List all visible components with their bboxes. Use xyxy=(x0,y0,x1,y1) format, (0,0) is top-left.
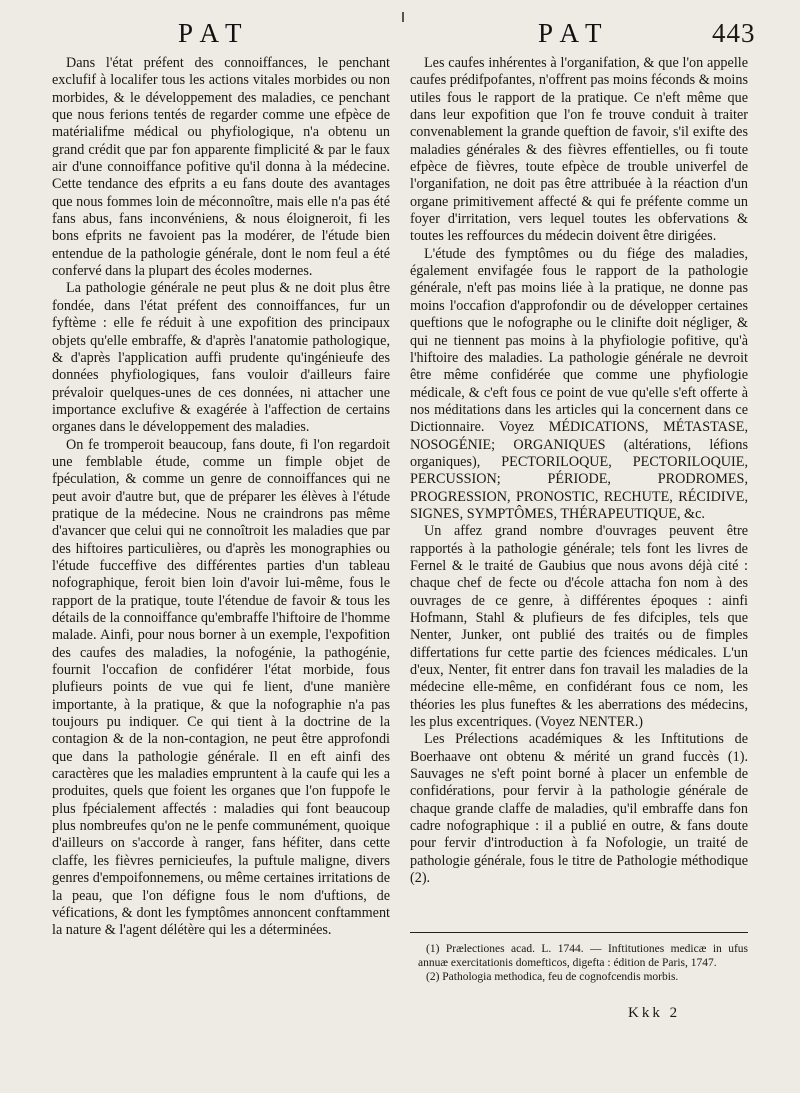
paragraph: Un affez grand nombre d'ouvrages peuvent être rapportés à la pathologie générale; tels font les livres de Fernel & le traité de Gaubius que nous avons déjà cité : chaque chef de fecte ou d'école attacha fon nom à des ouvrages de ce genre, à différentes époques : ainfi Hofmann, Stahl & plufieurs de fes difciples, tels que Nenter, Junker, ont publié des traités ou de fimples differtations fur cette partie des fciences médicales. L'un d'eux, Nenter, fit entrer dans fon travail les maladies de la médecine elle-même, en confidérant fous ce nom, les théories les plus funeftes & les aberrations des médecins, les plus excentriques. (Voyez NENTER.) xyxy=(410,523,748,731)
footnote: (1) Prælectiones acad. L. 1744. — Inftitutiones medicæ in ufus annuæ exercitationis domefticos, digefta : édition de Paris, 1747. xyxy=(418,943,748,969)
gutter-mark xyxy=(402,12,404,22)
running-head-right: PAT xyxy=(538,18,611,48)
paragraph: On fe tromperoit beaucoup, fans doute, fi l'on regardoit une femblable étude, comme un fimple objet de fpéculation, & comme un genre de connoiffances qui ne peut avoir d'autre but, que de préparer les élèves à l'étude pratique de la médecine. Nous ne craindrons pas même d'avancer que celui qui ne connoîtroit les maladies que par des hiftoires particulières, ou d'après les monographies ou l'étude fucceffive des différentes parties d'un tableau nofographique, feroit bien loin d'avoir lui-même, fous le rapport de la pratique, toute l'étendue de favoir & tous les détails de la connoiffance qu'embraffe l'hiftoire de l'homme malade. Ainfi, pour nous borner à un exemple, l'expofition des caufes des maladies, la nofogénie, la pathogénie, fournit l'occafion de confidérer l'état morbide, fous plufieurs points de vue qui fe lient, d'une manière importante, à la pratique, & que la nofographie n'a pas toujours pu indiquer. Ce qui tient à la doctrine de la contagion & de la non-contagion, ne peut être approfondi que dans la pathologie générale. Il en eft ainfi des caractères que les maladies empruntent à la caufe qui les a produites, quels que foient les organes que l'on fuppofe le plus fpécialement affectés : maladies qui font beaucoup plus nombreufes qu'on ne le penfe communément, quoique d'ailleurs on s'accorde à ranger, fans héfiter, dans cette claffe, les fièvres pernicieufes, la puftule maligne, divers genres d'empoifonnemens, ou même certaines irritations de la peau, que l'on défigne fous le nom d'uftions, de véfications, & dont les fymptômes annoncent conftamment la nature & l'agent délétère qui les a déterminées. xyxy=(52,436,390,939)
footnote-rule xyxy=(410,932,748,933)
footnote: (2) Pathologia methodica, feu de cognofcendis morbis. xyxy=(426,971,679,983)
left-column xyxy=(52,55,390,940)
page-number: 443 xyxy=(712,18,756,48)
signature-mark: Kkk 2 xyxy=(628,1005,681,1021)
paragraph: Les caufes inhérentes à l'organifation, & que l'on appelle caufes prédifpofantes, n'offrent pas moins féconds & moins utiles fous le rapport de la pratique. Ce n'eft même que dans leur expofition que l'on fe trouve conduit à traiter convenablement la grande queftion de favoir, s'il exifte des maladies générales & des fièvres effentielles, ou fi toute efpèce de fièvres, toute efpèce de trouble univerfel de l'organifation, ne doit pas être attribuée à la réaction d'un organe primitivement affecté & qui fe préfente comme un foyer d'irritation, vers lequel toutes les obfervations & toutes les reffources du médecin doivent être dirigées. xyxy=(410,55,748,245)
right-column xyxy=(410,55,748,888)
paragraph: L'étude des fymptômes ou du fiége des maladies, également envifagée fous le rapport de la pathologie générale, n'eft pas moins liée à la pratique, ne donne pas moins l'occafion d'approfondir ou de développer certaines queftions que le nofographe ou le clinifte doit négliger, & qui ne tiennent pas moins à la phyfiologie pofitive, qu'à l'hiftoire des maladies. La pathologie générale ne devroit être même confidérée que comme une phyfiologie médicale, & c'eft fous ce point de vue qu'elle s'eft offerte à nos méditations dans les articles qui la concernent dans ce Dictionnaire. Voyez MÉDICATIONS, MÉTASTASE, NOSOGÉNIE; ORGANIQUES (altérations, léfions organiques), PECTORILOQUE, PECTORILOQUIE, PERCUSSION; PÉRIODE, PRODROMES, PROGRESSION, PRONOSTIC, RECHUTE, RÉCIDIVE, SIGNES, SYMPTÔMES, THÉRAPEUTIQUE, &c. xyxy=(410,245,748,522)
paragraph: La pathologie générale ne peut plus & ne doit plus être fondée, dans l'état préfent des connoiffances, fur un fyftème : elle fe réduit à une expofition des principaux objets qu'elle embraffe, & d'après l'anatomie pathologique, & d'après l'application auffi prudente qu'ingénieufe des données phyfiologiques, fans vouloir d'ailleurs faire prévaloir quelques-unes de ces données, ni attacher une importance exclufive & exagérée à l'affection de certains organes dans le développement des maladies. xyxy=(52,280,390,436)
footnotes xyxy=(418,942,748,984)
paragraph: Dans l'état préfent des connoiffances, le penchant exclufif à localifer tous les actions vitales morbides ou non morbides, & le développement des maladies, ce penchant que nous ferions tentés de regarder comme une efpèce de matérialifme médical ou phyfiologique, n'a obtenu un grand crédit que par fon apparente fimplicité & par le faux air d'une connoiffance pofitive qu'il donna à la médecine. Cette tendance des efprits a eu fans doute des avantages que nous fommes loin de méconnoître, mais elle n'a pas été fans abus, fans inconvéniens, & nous éloigneroit, fi les bons efprits ne favoient pas la modérer, de l'étude bien entendue de la pathologie générale, dont le nom feul a été confervé dans la plupart des écoles modernes. xyxy=(52,55,390,280)
running-head-left: PAT xyxy=(178,18,251,48)
paragraph: Les Prélections académiques & les Inftitutions de Boerhaave ont obtenu & mérité un grand fuccès (1). Sauvages ne s'eft point borné à placer un enfemble de confidérations, pour fervir à la pathologie générale de chaque grande claffe de maladies, qu'il embraffe dans fon cadre nofographique : il a publié en outre, & fans doute pour fervir d'introduction à fa Nofologie, un traité de pathologie générale, fous le titre de Pathologie méthodique (2). xyxy=(410,731,748,887)
